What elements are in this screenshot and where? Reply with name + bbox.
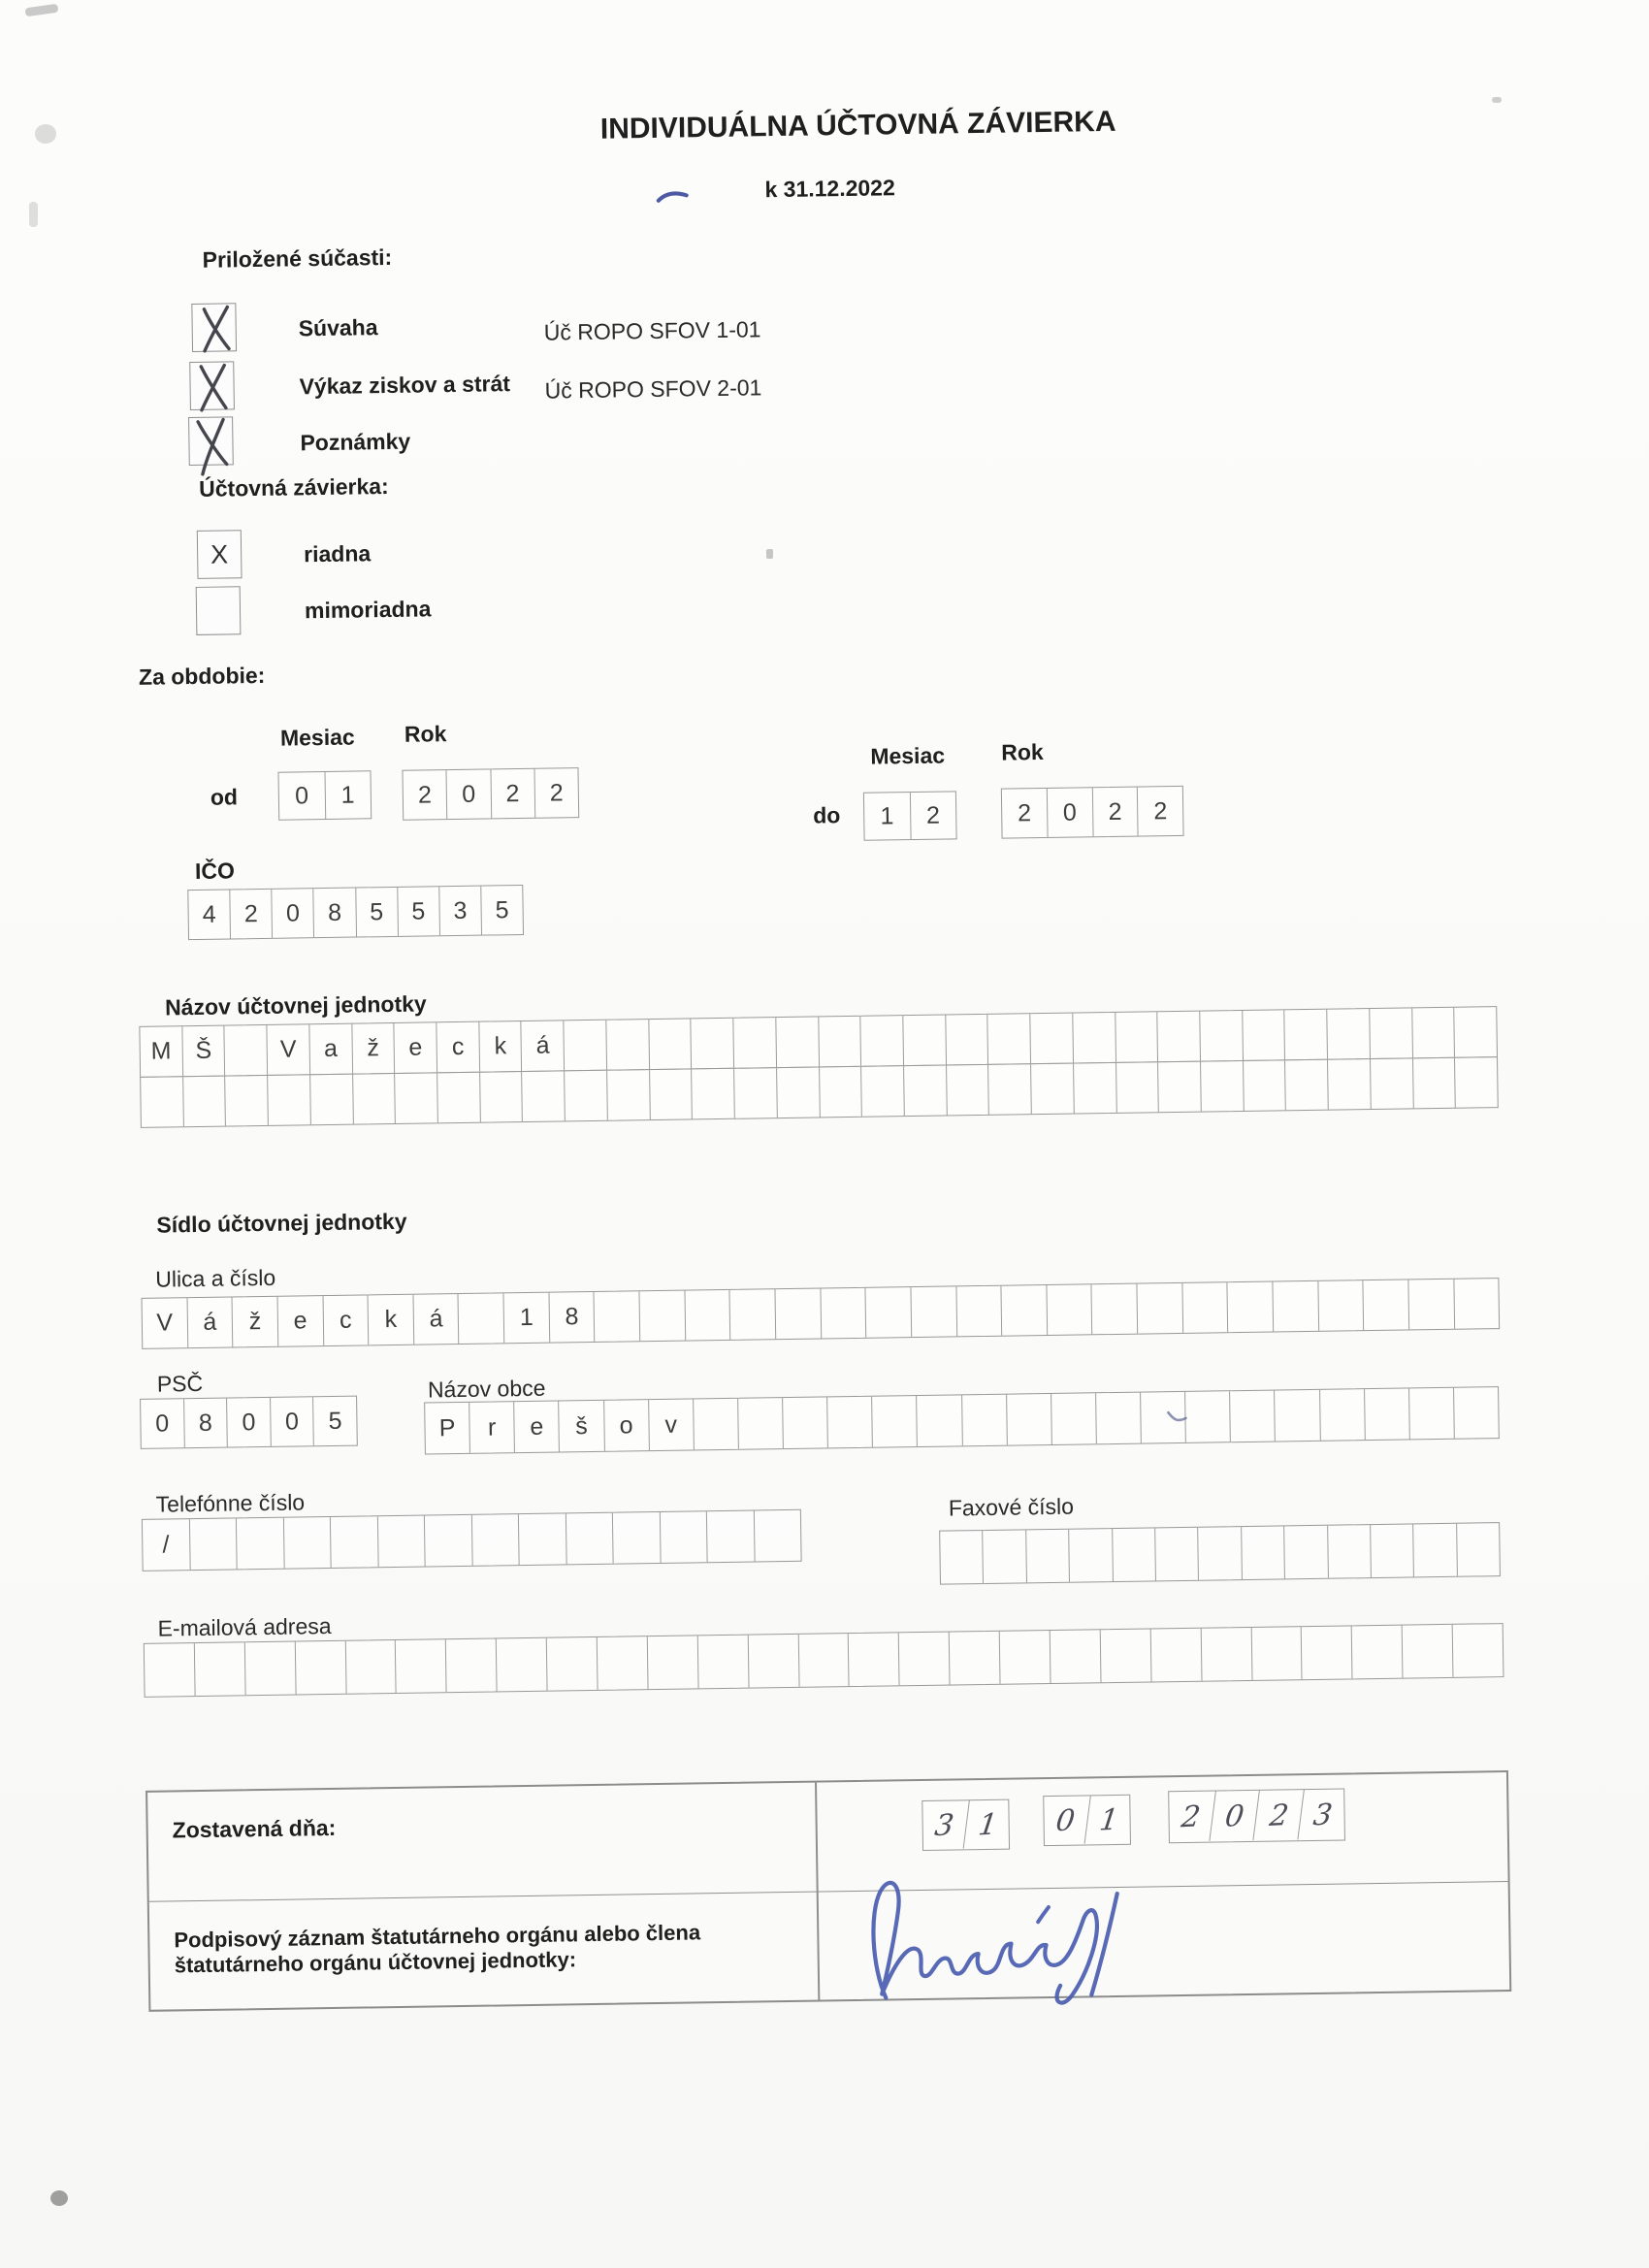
closing-heading: Účtovná závierka:	[198, 472, 389, 502]
grid-cell	[1116, 1012, 1158, 1062]
grid-cell	[1182, 1282, 1228, 1333]
compiled-day-grid	[922, 1799, 1010, 1851]
phone-grid	[142, 1509, 802, 1571]
grid-cell	[1051, 1630, 1102, 1683]
grid-cell	[1228, 1282, 1274, 1333]
grid-cell	[1244, 1060, 1286, 1111]
grid-cell	[1302, 1626, 1353, 1679]
grid-cell	[1158, 1062, 1201, 1113]
compiled-date-label: Zostavená dňa:	[172, 1814, 337, 1843]
grid-cell: 0	[447, 769, 492, 819]
grid-cell: e	[514, 1401, 560, 1452]
period-to-month-label: Mesiac	[870, 742, 946, 769]
grid-cell	[1073, 1013, 1116, 1063]
grid-cell	[777, 1067, 820, 1118]
grid-cell	[1409, 1388, 1455, 1440]
grid-cell	[480, 1072, 523, 1122]
grid-cell	[1069, 1529, 1113, 1582]
grid-cell	[1030, 1014, 1073, 1064]
grid-cell	[437, 1073, 480, 1123]
grid-cell	[1371, 1058, 1413, 1109]
email-grid	[144, 1623, 1504, 1698]
grid-cell: e	[277, 1296, 323, 1346]
grid-cell: 5	[328, 1407, 342, 1435]
grid-cell	[748, 1635, 799, 1688]
grid-cell	[1201, 1061, 1244, 1112]
footer-table	[146, 1770, 1511, 2012]
grid-cell	[268, 1075, 310, 1125]
grid-cell	[1113, 1528, 1156, 1581]
grid-cell	[195, 1642, 246, 1696]
grid-cell	[988, 1014, 1031, 1064]
poznamky-checkbox	[188, 416, 234, 466]
grid-cell	[827, 1397, 873, 1448]
grid-cell: v	[649, 1399, 695, 1450]
grid-cell	[775, 1288, 821, 1339]
grid-cell	[950, 1632, 1001, 1685]
grid-cell	[917, 1395, 962, 1446]
grid-cell	[1408, 1280, 1454, 1330]
grid-cell: š	[560, 1401, 605, 1452]
address-heading: Sídlo účtovnej jednotky	[156, 1208, 407, 1238]
grid-cell: a	[309, 1024, 352, 1075]
grid-cell: 2	[549, 778, 564, 807]
grid-cell	[783, 1397, 828, 1448]
grid-cell	[861, 1066, 904, 1117]
grid-cell	[1051, 1393, 1097, 1444]
grid-cell	[707, 1511, 755, 1563]
grid-cell	[1155, 1528, 1199, 1581]
street-label: Ulica a číslo	[155, 1264, 276, 1292]
grid-cell	[649, 1019, 692, 1069]
grid-cell	[1074, 1063, 1116, 1114]
grid-cell	[1242, 1526, 1285, 1579]
footer-table-row-divider	[149, 1881, 1508, 1902]
grid-cell: 0	[227, 1398, 271, 1447]
grid-cell: 5	[356, 888, 399, 937]
grid-cell	[425, 1515, 472, 1567]
grid-cell	[1151, 1629, 1203, 1682]
period-from-month-grid	[277, 770, 372, 820]
grid-cell: á	[522, 1021, 565, 1071]
grid-cell	[607, 1070, 650, 1120]
grid-cell	[1320, 1389, 1366, 1441]
grid-cell: 3	[1310, 1797, 1335, 1832]
grid-cell	[1096, 1393, 1142, 1444]
riadna-checkbox	[197, 530, 242, 579]
grid-cell: P	[425, 1403, 470, 1454]
grid-cell: 2	[403, 770, 447, 820]
riadna-mark: X	[210, 538, 229, 569]
grid-cell	[1453, 1624, 1504, 1677]
grid-cell	[310, 1075, 353, 1125]
grid-cell	[1092, 1284, 1138, 1335]
grid-cell	[650, 1069, 693, 1119]
grid-cell	[872, 1396, 918, 1447]
grid-cell	[295, 1641, 346, 1695]
grid-cell	[903, 1016, 946, 1066]
grid-cell: 2	[1092, 788, 1138, 837]
grid-cell	[1364, 1280, 1409, 1330]
grid-cell	[1352, 1626, 1404, 1679]
grid-cell: o	[604, 1400, 650, 1451]
grid-cell: 2	[1166, 1791, 1216, 1843]
grid-cell: M	[140, 1026, 182, 1077]
grid-cell: 4	[188, 890, 231, 939]
grid-cell	[692, 1019, 734, 1069]
grid-cell	[1413, 1058, 1456, 1109]
period-from-year-label: Rok	[404, 721, 447, 747]
grid-cell	[283, 1517, 331, 1569]
grid-cell	[776, 1017, 819, 1067]
grid-cell	[1412, 1008, 1455, 1058]
grid-cell: 8	[549, 1292, 595, 1343]
grid-cell	[395, 1073, 437, 1123]
grid-cell	[1251, 1627, 1303, 1680]
grid-cell: ž	[352, 1023, 395, 1074]
ico-grid	[187, 885, 524, 940]
grid-cell	[984, 1530, 1027, 1583]
grid-cell	[1403, 1625, 1454, 1678]
period-from-year-grid	[402, 767, 579, 821]
grid-cell	[1141, 1392, 1186, 1443]
grid-cell	[497, 1638, 548, 1692]
grid-cell: r	[469, 1402, 515, 1453]
grid-cell	[1413, 1524, 1457, 1577]
grid-cell	[565, 1021, 607, 1071]
grid-cell	[940, 1531, 984, 1584]
grid-cell: 8	[184, 1399, 228, 1448]
grid-cell: c	[436, 1022, 479, 1073]
city-grid	[424, 1386, 1500, 1454]
grid-cell	[1328, 1525, 1372, 1578]
grid-cell	[849, 1633, 900, 1686]
grid-cell	[226, 1076, 269, 1126]
period-to-year-grid	[1001, 786, 1184, 839]
grid-cell	[566, 1513, 613, 1565]
signature-label: Podpisový záznam štatutárneho orgánu alebo člena štatutárneho orgánu účtovnej jednotky:	[174, 1920, 701, 1978]
grid-cell	[1007, 1394, 1052, 1445]
grid-cell	[648, 1636, 699, 1689]
grid-cell: 2	[1254, 1789, 1305, 1841]
period-heading: Za obdobie:	[138, 662, 266, 690]
grid-cell: 5	[495, 895, 509, 923]
period-to-year-label: Rok	[1001, 738, 1044, 765]
grid-cell	[189, 1518, 237, 1570]
grid-cell	[1455, 1057, 1497, 1108]
grid-cell	[345, 1640, 397, 1694]
grid-cell: k	[479, 1021, 522, 1072]
grid-cell: 1	[976, 1806, 999, 1842]
grid-cell: 0	[1048, 788, 1093, 837]
psc-grid	[140, 1396, 358, 1449]
grid-cell	[1275, 1390, 1320, 1442]
grid-cell	[565, 1071, 607, 1121]
grid-cell	[595, 1291, 640, 1342]
grid-cell: 2	[491, 769, 535, 819]
grid-cell	[734, 1068, 777, 1118]
fax-grid	[939, 1522, 1501, 1585]
grid-cell: 0	[273, 889, 315, 938]
grid-cell	[866, 1287, 912, 1338]
closing-label-mimoriadna: mimoriadna	[304, 596, 432, 624]
grid-cell	[396, 1639, 447, 1693]
grid-cell: á	[413, 1294, 459, 1345]
handwritten-x-icon	[187, 415, 237, 469]
grid-cell	[245, 1642, 297, 1696]
grid-cell: 0	[1210, 1790, 1260, 1842]
grid-cell	[606, 1020, 649, 1070]
closing-label-riadna: riadna	[303, 540, 372, 567]
grid-cell	[754, 1510, 800, 1562]
grid-cell	[821, 1288, 866, 1339]
grid-cell	[598, 1636, 649, 1690]
grid-cell	[730, 1289, 776, 1340]
grid-cell: 2	[1002, 789, 1048, 838]
grid-cell: e	[395, 1022, 437, 1073]
ico-label: IČO	[194, 858, 236, 884]
grid-cell	[353, 1074, 396, 1124]
grid-cell: 0	[271, 1397, 314, 1446]
grid-cell	[738, 1398, 784, 1449]
grid-cell	[1454, 1387, 1499, 1439]
grid-cell	[1116, 1062, 1159, 1113]
grid-cell: 0	[1041, 1796, 1090, 1846]
grid-cell	[1273, 1281, 1318, 1332]
grid-cell: Š	[182, 1026, 225, 1077]
grid-cell	[459, 1293, 504, 1344]
grid-cell	[377, 1516, 425, 1568]
grid-cell	[1371, 1524, 1414, 1577]
grid-cell	[225, 1025, 268, 1076]
vykaz-checkbox	[189, 361, 235, 410]
grid-cell	[819, 1017, 861, 1067]
grid-cell	[640, 1291, 686, 1342]
grid-cell	[1158, 1012, 1201, 1062]
email-label: E-mailová adresa	[157, 1612, 332, 1641]
grid-cell	[1455, 1007, 1497, 1057]
psc-label: PSČ	[156, 1370, 204, 1397]
grid-cell	[1185, 1391, 1231, 1442]
grid-cell	[962, 1395, 1008, 1446]
grid-cell	[798, 1634, 850, 1687]
grid-cell	[1328, 1059, 1371, 1110]
grid-cell: V	[268, 1024, 310, 1075]
grid-cell: 5	[398, 887, 440, 936]
grid-cell: 8	[314, 889, 357, 938]
grid-cell	[1026, 1530, 1070, 1583]
mimoriadna-checkbox	[196, 586, 242, 635]
grid-cell	[1230, 1391, 1276, 1442]
grid-cell: ž	[233, 1297, 278, 1347]
grid-cell	[1454, 1279, 1499, 1329]
grid-cell	[904, 1066, 947, 1117]
grid-cell	[1138, 1283, 1183, 1334]
grid-cell	[1047, 1284, 1092, 1335]
handwritten-x-icon	[190, 302, 240, 355]
city-label: Názov obce	[427, 1375, 546, 1403]
grid-cell: 0	[279, 772, 326, 820]
grid-cell: 1	[340, 781, 355, 809]
grid-cell	[547, 1637, 598, 1691]
period-to-label: do	[813, 802, 841, 828]
grid-cell: 3	[920, 1799, 969, 1850]
grid-cell	[1285, 1060, 1328, 1111]
grid-cell: á	[187, 1297, 233, 1347]
attachment-label-poznamky: Poznámky	[300, 428, 411, 456]
grid-cell	[1243, 1010, 1285, 1060]
grid-cell	[685, 1290, 730, 1341]
grid-cell: 3	[439, 887, 482, 936]
grid-cell	[692, 1069, 734, 1119]
grid-cell	[519, 1513, 566, 1565]
grid-cell	[523, 1071, 566, 1121]
grid-cell	[1284, 1526, 1328, 1579]
grid-cell: /	[143, 1519, 190, 1571]
attachments-heading: Priložené súčasti:	[202, 243, 393, 273]
fax-label: Faxové číslo	[948, 1493, 1075, 1521]
suvaha-checkbox	[191, 303, 237, 352]
grid-cell	[331, 1516, 378, 1568]
grid-cell	[141, 1077, 183, 1127]
attachment-code-vykaz: Úč ROPO SFOV 2-01	[544, 374, 762, 404]
grid-cell	[1457, 1523, 1500, 1576]
grid-cell	[1285, 1010, 1328, 1060]
grid-cell	[1370, 1008, 1412, 1058]
page-subtitle: k 31.12.2022	[764, 175, 895, 203]
grid-cell	[183, 1077, 226, 1127]
attachment-label-vykaz: Výkaz ziskov a strát	[299, 371, 511, 400]
grid-cell	[1200, 1011, 1243, 1061]
period-from-month-label: Mesiac	[279, 724, 355, 751]
street-grid	[142, 1278, 1501, 1349]
grid-cell: 2	[1153, 796, 1168, 825]
grid-cell	[946, 1015, 988, 1065]
grid-cell	[145, 1643, 196, 1697]
grid-cell	[861, 1016, 904, 1066]
grid-cell	[947, 1065, 989, 1116]
attachment-label-suvaha: Súvaha	[298, 314, 378, 341]
grid-cell	[237, 1518, 284, 1570]
entity-name-label: Názov účtovnej jednotky	[164, 990, 427, 1021]
grid-cell	[911, 1286, 956, 1337]
compiled-year-grid	[1168, 1789, 1345, 1844]
grid-cell	[956, 1286, 1002, 1337]
grid-cell: 1	[1097, 1802, 1120, 1838]
signature	[857, 1869, 1159, 2029]
grid-cell: 0	[141, 1399, 184, 1448]
grid-cell	[1031, 1064, 1074, 1115]
period-from-label: od	[210, 784, 239, 810]
grid-cell	[1327, 1009, 1370, 1059]
phone-label: Telefónne číslo	[155, 1489, 306, 1517]
grid-cell	[899, 1633, 951, 1686]
grid-cell: 2	[925, 801, 941, 829]
grid-cell: k	[369, 1295, 414, 1345]
grid-cell	[988, 1064, 1031, 1115]
grid-cell	[1318, 1280, 1364, 1331]
grid-cell	[698, 1636, 750, 1689]
compiled-month-grid	[1043, 1795, 1131, 1846]
grid-cell	[660, 1511, 707, 1563]
grid-cell	[1002, 1285, 1048, 1336]
attachment-code-suvaha: Úč ROPO SFOV 1-01	[543, 316, 761, 345]
grid-cell	[446, 1638, 498, 1692]
grid-cell	[1101, 1629, 1152, 1682]
grid-cell	[694, 1399, 739, 1450]
page-title: INDIVIDUÁLNA ÚČTOVNÁ ZÁVIERKA	[599, 105, 1116, 146]
period-to-month-grid	[863, 791, 957, 840]
handwritten-x-icon	[188, 360, 238, 413]
grid-cell: c	[323, 1295, 369, 1345]
grid-cell: 2	[230, 890, 273, 939]
grid-cell	[820, 1067, 862, 1118]
grid-cell	[1198, 1527, 1242, 1580]
grid-cell: V	[143, 1298, 188, 1348]
grid-cell	[1000, 1631, 1051, 1684]
grid-cell	[471, 1514, 519, 1566]
grid-cell	[1201, 1628, 1252, 1681]
grid-cell	[1365, 1388, 1410, 1440]
grid-cell	[733, 1018, 776, 1068]
grid-cell: 1	[504, 1293, 550, 1344]
grid-cell	[613, 1512, 661, 1564]
grid-cell: 1	[864, 793, 911, 840]
